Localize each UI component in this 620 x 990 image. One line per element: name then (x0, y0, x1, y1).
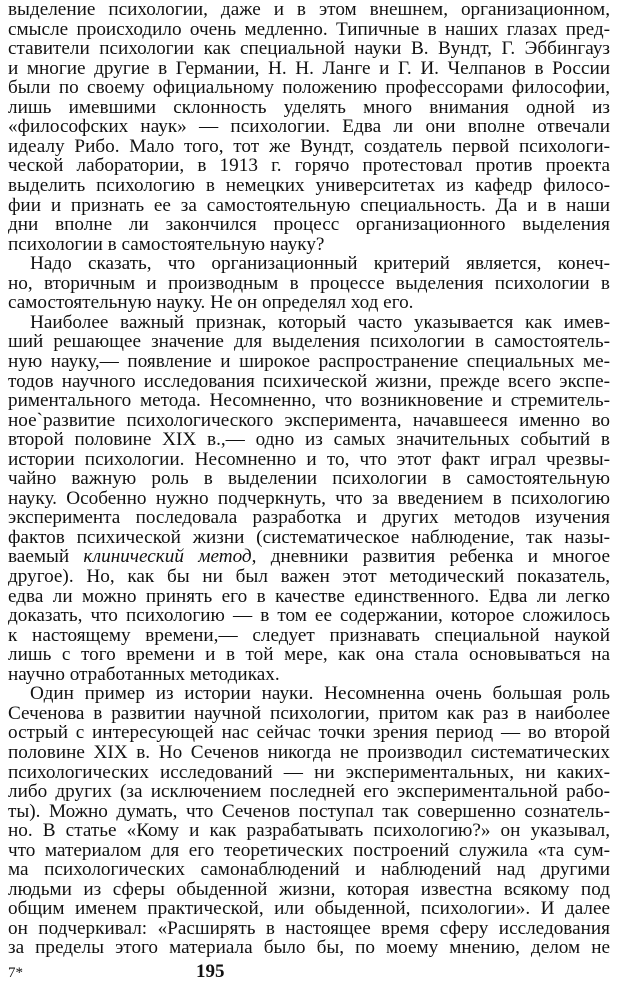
text-line: за пределы этого материала было бы, по моему мнению, делом не (8, 938, 610, 958)
text-line: но, вторичным и производным в процессе выделения психологии в (8, 273, 610, 294)
text-line: выделить психологию в немецких университетах из кафедр филосо- (8, 176, 610, 196)
text-line: эксперимента последовала разработка и других методов изучения (8, 508, 610, 528)
text-line: самостоятельную науку. Не он определял ход его. (8, 293, 414, 313)
text-line: лишь с того времени и в той мере, как она стала основываться на (8, 645, 610, 665)
text-line: Сеченова в развитии научной психологии, притом как раз в наиболее (8, 703, 610, 724)
text-line: он подчеркивал: «Расширять в настоящее время сферу исследования (8, 918, 610, 939)
text-line: психологических исследований — ни экспериментальных, ни каких- (8, 762, 610, 783)
text-line: фактов психической жизни (систематическое наблюдение, так назы- (8, 527, 610, 548)
text-line: риментального метода. Несомненно, что возникновение и стремитель- (8, 391, 610, 411)
signature-mark: 7* (8, 965, 23, 981)
text-line: ты). Можно думать, что Сеченов поступал так совершенно сознатель- (8, 801, 610, 822)
text-line: чайно важную роль в выделении психологии в самостоятельную (8, 469, 610, 489)
text-line: Наиболее важный признак, который часто указывается как имев- (30, 312, 610, 333)
text-line: ма психологических самонаблюдений и наблюдений над другими (8, 860, 610, 880)
text-line: Надо сказать, что организационный критерий является, конеч- (30, 254, 610, 274)
page-number: 195 (196, 961, 225, 982)
text-line: второй половине XIX в.,— одно из самых значительных событий в (8, 430, 610, 450)
text-line: тодов научного исследования психической жизни, прежде всего экспе- (8, 371, 610, 392)
text-line: но. В статье «Кому и как разрабатывать психологию?» он указывал, (8, 821, 610, 841)
text-line: едва ли можно принять его в качестве единственного. Едва ли легко (8, 586, 610, 607)
text-line: острый с интересующей нас сейчас точки зрения период — во второй (8, 723, 610, 743)
text-line: науку. Особенно нужно подчеркнуть, что за введением в психологию (8, 488, 610, 509)
text-line: лишь имевшими склонность уделять много внимания одной из (8, 97, 610, 118)
text-line: «философских наук» — психологии. Едва ли они вполне отвечали (8, 117, 610, 137)
text-line: были по своему официальному положению профессорами философии, (8, 78, 610, 98)
text-line: ваемый клинический метод, дневники развития ребенка и многое (8, 547, 610, 567)
emphasis-term: клинический метод (83, 547, 252, 567)
text-line: людьми из сферы обыденной жизни, которая известна всякому под (8, 879, 610, 900)
text-line: выделение психологии, даже и в этом внешнем, организационном, (8, 0, 610, 20)
text-line: фии и признать ее за самостоятельную специальность. Да и в наши (8, 195, 610, 216)
text-line: и многие другие в Германии, Н. Н. Ланге и Г. И. Челпанов в России (8, 58, 610, 79)
text-line: ную науку,— появление и широкое распространение специальных ме- (8, 351, 610, 372)
text-line: ческой лаборатории, в 1913 г. горячо протестовал против проекта (8, 156, 610, 176)
text-line: психологии в самостоятельную науку? (8, 234, 325, 255)
text-line: смысле происходило очень медленно. Типичные в наших глазах пред- (8, 19, 610, 40)
text-line: половине XIX в. Но Сеченов никогда не производил систематических (8, 742, 610, 763)
text-line: доказать, что психологию — в том ее содержании, которое сложилось (8, 606, 610, 626)
text-line: истории психологии. Несомненно и то, что этот факт играл чрезвы- (8, 449, 610, 470)
text-line: Один пример из истории науки. Несомненна очень большая роль (30, 684, 610, 704)
text-line: либо других (за исключением последней его экспериментальной рабо- (8, 782, 610, 802)
text-line: дни вполне ли закончился процесс организационного выделения (8, 215, 610, 235)
text-line: ший решающее значение для выделения психологии в самостоятель- (8, 332, 610, 352)
text-line: научно отработанных методиках. (8, 664, 280, 685)
text-line: к настоящему времени,— следует признавать специальной наукой (8, 625, 610, 646)
text-line: другое). Но, как бы ни был важен этот методический показатель, (8, 567, 610, 587)
text-line: ное`развитие психологического эксперимента, начавшееся именно во (8, 410, 610, 431)
text-line: общим именем практической, или обыденной, психологии». И далее (8, 899, 610, 919)
text-line: идеалу Рибо. Мало того, тот же Вундт, создатель первой психологи- (8, 136, 610, 157)
text-line: что материалом для его теоретических построений служила «та сум- (8, 840, 610, 861)
text-line: ставители психологии как специальной науки В. Вундт, Г. Эббингауз (8, 39, 610, 59)
